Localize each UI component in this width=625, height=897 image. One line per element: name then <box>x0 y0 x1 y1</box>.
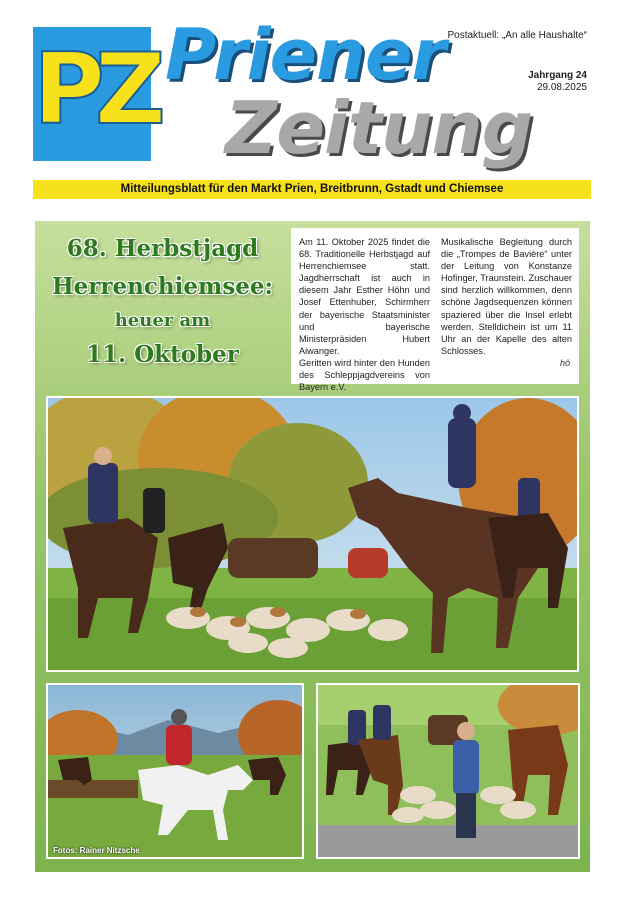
pz-logo-text: PZ <box>33 33 156 147</box>
subtitle-band <box>33 180 591 199</box>
article-column-1 <box>299 236 430 393</box>
article-column-2 <box>441 236 572 357</box>
volume-label: Jahrgang 24 <box>528 70 587 81</box>
masthead-title-priener: Priener <box>165 14 445 96</box>
photo-huntsman-with-hounds <box>316 683 580 859</box>
masthead-title-zeitung: Zeitung <box>225 86 533 170</box>
article-text-box <box>291 228 579 393</box>
headline-line-2: Herrenchiemsee: <box>51 273 274 300</box>
article-headline <box>45 230 280 374</box>
photo-credit: Fotos: Rainer Nitzsche <box>53 846 140 855</box>
huntsman-with-hounds-image <box>318 685 578 857</box>
photo-red-coat-rider <box>46 683 304 859</box>
subtitle-text: Mitteilungsblatt für den Markt Prien, Breitbrunn, Gstadt und Chiemsee <box>120 183 504 195</box>
red-coat-rider-image <box>48 685 302 857</box>
main-photo-hunt-riders <box>46 396 579 672</box>
article-signature: hö <box>559 358 570 368</box>
col1-paragraph-1: Am 11. Oktober 2025 findet die 68. Traditionelle Herbstjagd auf Herrenchiemsee statt. Jagdherrschaft ist auch in diesem Jahr Esther Höhn und Josef Ettenhuber, Schirmherr der bayerische Staatsminister und bayerische Ministerpräsiden Hubert Aiwanger. <box>299 237 430 356</box>
pz-logo <box>33 27 156 161</box>
issue-date: 29.08.2025 <box>536 82 587 93</box>
postaktuell-note: Postaktuell: „An alle Haushalte“ <box>447 30 587 41</box>
col2-paragraph-1: Musikalische Begleitung durch die „Trompes de Bavière“ unter der Leitung von Konstanze Hofinger, Traunstein. Zuschauer sind herzlich willkommen, denn schöne Jagdsequenzen können spaziered über die Insel erlebt werden. Stelldichein ist um 11 Uhr an der Kapelle des alten Schlosses. <box>441 237 572 356</box>
headline-line-4: 11. Oktober <box>86 341 239 368</box>
main-photo-image <box>48 398 577 670</box>
headline-line-3: heuer am <box>114 310 211 331</box>
col1-paragraph-2: Geritten wird hinter den Hunden des Schleppjagdvereins von Bayern e.V. <box>299 357 430 393</box>
headline-line-1: 68. Herbstjagd <box>66 235 259 262</box>
